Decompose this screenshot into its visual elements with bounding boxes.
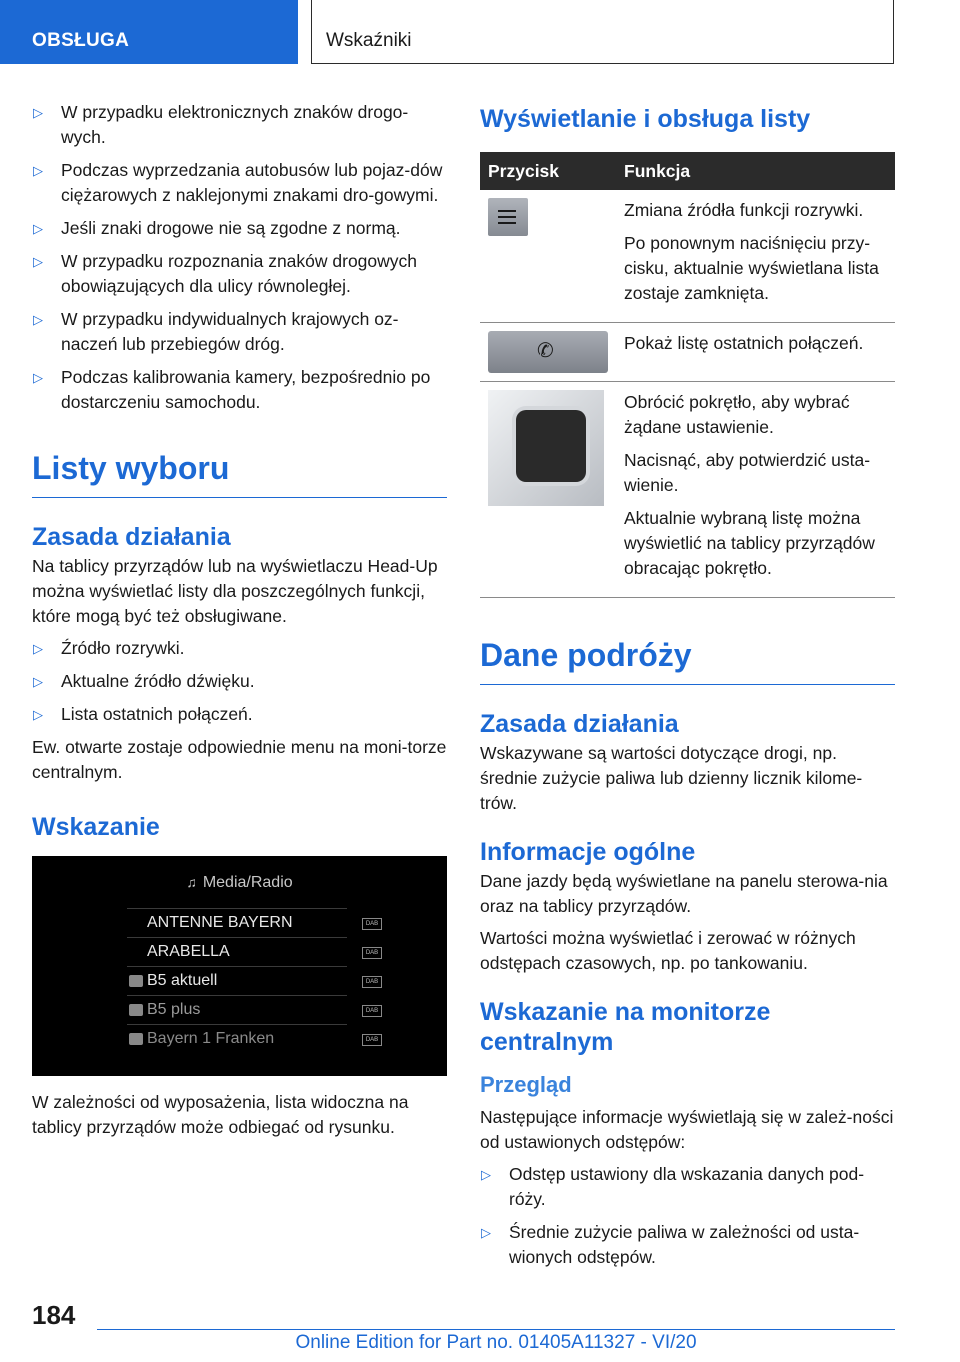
list-item: ▷ Lista ostatnich połączeń. [32, 702, 447, 727]
triangle-bullet-icon: ▷ [33, 674, 43, 689]
chapter-title: Wskaźniki [326, 30, 412, 51]
triangle-bullet-icon: ▷ [33, 312, 43, 327]
station-row: B5 plus DAB [127, 995, 347, 1024]
heading-lists: Listy wyboru [32, 449, 447, 498]
station-row: ANTENNE BAYERN DAB [127, 908, 347, 937]
general-text-1: Dane jazdy będą wyświetlane na panelu sterowa-nia oraz na tablicy przyrządów. [480, 871, 888, 916]
list-item: ▷ Średnie zużycie paliwa w zależności od usta-wionych odstępów. [481, 1222, 860, 1267]
instrument-cluster-screenshot [32, 856, 447, 1076]
list-item: ▷ W przypadku elektronicznych znaków drogo-wych. [33, 102, 409, 147]
bullet-list-top [32, 100, 447, 415]
table-row: Obrócić pokrętło, aby wybrać żądane ustawienie. Nacisnąć, aby potwierdzić usta-wienie. Aktualnie wybraną listę można wyświetlić na tablicy przyrządów obracając pokrętło. [480, 382, 895, 598]
triangle-bullet-icon: ▷ [33, 254, 43, 269]
right-column [480, 100, 895, 1278]
list-item: ▷ Aktualne źródło dźwięku. [32, 669, 447, 694]
dab-icon: DAB [362, 947, 382, 959]
triangle-bullet-icon: ▷ [33, 163, 43, 178]
triangle-bullet-icon: ▷ [33, 641, 43, 656]
left-column [32, 100, 447, 1147]
section-tab [0, 0, 298, 64]
chapter-tab [311, 0, 894, 64]
bullet-list-sources [32, 636, 447, 727]
triangle-bullet-icon: ▷ [33, 707, 43, 722]
table-header: Przycisk [480, 152, 616, 190]
bullet-list-overview [480, 1162, 895, 1270]
dab-icon: DAB [362, 976, 382, 988]
triangle-bullet-icon: ▷ [33, 105, 43, 120]
rotary-knob-icon [488, 390, 604, 506]
overview-text: Następujące informacje wyświetlają się w zależ-ności od ustawionych odstępów: [480, 1107, 894, 1152]
menu-list-button-icon [488, 198, 528, 236]
heading-overview: Przegląd [480, 1072, 572, 1097]
media-icon: ♫ [186, 874, 197, 890]
station-row: Bayern 1 Franken DAB [127, 1024, 347, 1053]
principle-text: Na tablicy przyrządów lub na wyświetlaczu Head-Up można wyświetlać listy dla poszczególnych funkcji, które mogą być też obsługiwane. [32, 556, 438, 626]
menu-text: Ew. otwarte zostaje odpowiednie menu na moni-torze centralnym. [32, 737, 447, 782]
station-row: ARABELLA DAB [127, 937, 347, 966]
triangle-bullet-icon: ▷ [481, 1167, 491, 1182]
list-item: ▷ W przypadku rozpoznania znaków drogowych obowiązujących dla ulicy równoległej. [33, 251, 418, 296]
dab-icon: DAB [362, 1034, 382, 1046]
list-item: ▷ Odstęp ustawiony dla wskazania danych pod-róży. [481, 1164, 865, 1209]
station-logo-icon [129, 975, 143, 987]
principle-text-2: Wskazywane są wartości dotyczące drogi, np. średnie zużycie paliwa lub dzienny licznik kilome-trów. [480, 743, 863, 813]
dab-icon: DAB [362, 918, 382, 930]
list-item: ▷ W przypadku indywidualnych krajowych oz-naczeń lub przebiegów dróg. [33, 309, 399, 354]
heading-display: Wskazanie [32, 813, 160, 841]
general-text-2: Wartości można wyświetlać i zerować w różnych odstępach czasowych, np. po tankowaniu. [480, 928, 856, 973]
station-logo-icon [129, 1033, 143, 1045]
function-table [480, 152, 895, 598]
heading-principle-2: Zasada działania [480, 710, 679, 738]
station-logo-icon [129, 1004, 143, 1016]
page-number: 184 [32, 1300, 76, 1330]
list-item: ▷ Źródło rozrywki. [32, 636, 447, 661]
table-header: Funkcja [616, 152, 895, 190]
footer-divider [97, 1329, 895, 1330]
triangle-bullet-icon: ▷ [481, 1225, 491, 1240]
heading-trip-data: Dane podróży [480, 636, 895, 685]
list-item: ▷ Jeśli znaki drogowe nie są zgodne z normą. [32, 216, 447, 241]
list-item: ▷ Podczas kalibrowania kamery, bezpośrednio po dostarczeniu samochodu. [33, 367, 431, 412]
section-title: OBSŁUGA [32, 30, 130, 51]
phone-button-icon: ✆ [488, 331, 608, 373]
dab-icon: DAB [362, 1005, 382, 1017]
heading-general: Informacje ogólne [480, 838, 696, 866]
station-row: B5 aktuell DAB [127, 966, 347, 995]
triangle-bullet-icon: ▷ [33, 370, 43, 385]
image-caption: W zależności od wyposażenia, lista widoczna na tablicy przyrządów może odbiegać od rysunku. [32, 1092, 409, 1137]
triangle-bullet-icon: ▷ [33, 221, 43, 236]
table-row: Zmiana źródła funkcji rozrywki. Po ponownym naciśnięciu przy-cisku, aktualnie wyświetlana lista zostaje zamknięta. [480, 190, 895, 323]
heading-principle: Zasada działania [32, 523, 231, 551]
screen-title: ♫ Media/Radio [186, 874, 293, 891]
list-item: ▷ Podczas wyprzedzania autobusów lub pojaz-dów ciężarowych z naklejonymi znakami dro-gowymi. [33, 160, 443, 205]
footer-edition: Online Edition for Part no. 01405A11327 - VI/20 [295, 1332, 697, 1353]
heading-monitor: Wskazanie na monitorze centralnym [480, 998, 771, 1056]
heading-list-operation: Wyświetlanie i obsługa listy [480, 105, 811, 133]
table-row: ✆ Pokaż listę ostatnich połączeń. [480, 323, 895, 382]
